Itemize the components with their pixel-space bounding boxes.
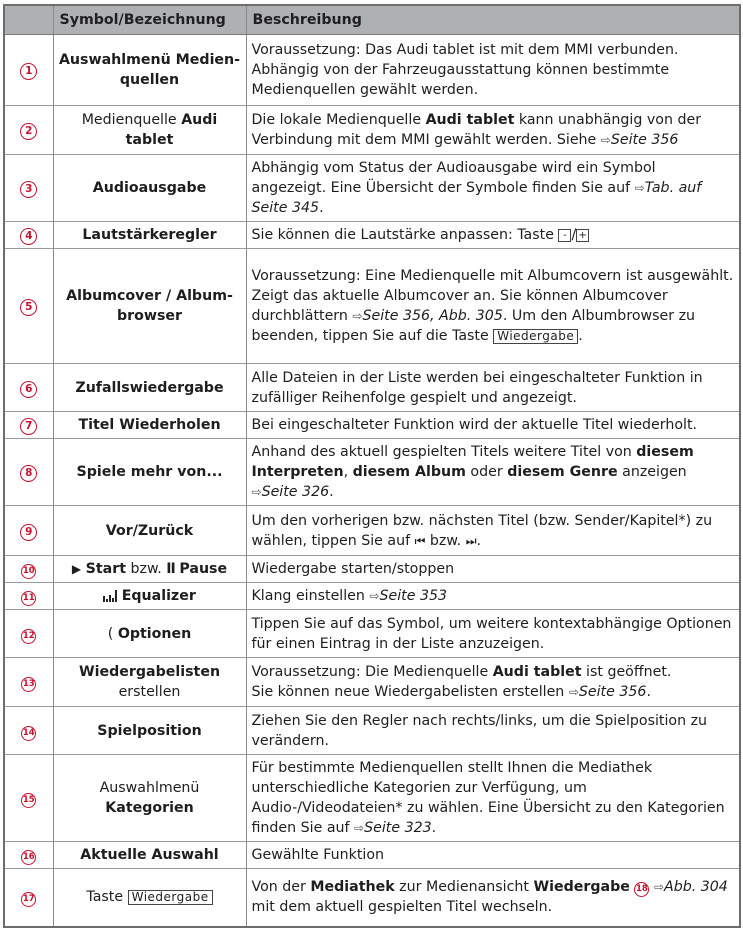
- callout-number: 6: [20, 381, 37, 398]
- header-symbol: Symbol/Bezeichnung: [53, 5, 246, 35]
- description-bold: Wiedergabe: [533, 879, 630, 896]
- table-row: [4, 556, 740, 583]
- table-row: [4, 249, 740, 364]
- table-row: [4, 412, 740, 439]
- symbol-label: Zufallswiedergabe: [75, 379, 224, 396]
- callout-number: 7: [20, 418, 37, 435]
- description-bold: Audi tablet: [425, 112, 515, 128]
- description-bold: diesem Album: [352, 464, 466, 480]
- description-text: .: [476, 532, 482, 549]
- page-reference-link[interactable]: Seite 356: [578, 684, 647, 700]
- callout-number: 5: [20, 299, 37, 316]
- description-text: anzeigen: [617, 464, 687, 480]
- callout-number: 17: [21, 892, 36, 907]
- description-text: Anhand des aktuell gespielten Titels weitere Titel von: [251, 444, 637, 460]
- table-header-row: [4, 5, 740, 35]
- table-row: [4, 869, 740, 927]
- symbol-label: Aktuelle Auswahl: [80, 847, 219, 863]
- previous-track-icon: ⏮: [414, 533, 426, 548]
- callout-number: 1: [20, 63, 37, 80]
- description-text: Die lokale Medienquelle: [251, 112, 426, 128]
- page-reference-link[interactable]: Seite 356: [610, 132, 679, 148]
- reference-arrow-icon: ⇨: [600, 133, 611, 147]
- callout-number: 13: [21, 677, 36, 692]
- description-text: Zeigt das aktuelle Albumcover an. Sie können Albumcover durchblättern: [251, 288, 668, 324]
- symbol-label-bold: Equalizer: [121, 588, 196, 604]
- symbol-label: Spiele mehr von...: [76, 464, 223, 480]
- figure-reference-link[interactable]: Abb. 304: [664, 879, 728, 896]
- description-bold: diesem Interpreten: [251, 444, 694, 480]
- table-row: [4, 35, 740, 106]
- description-text: . Um den Albumbrowser zu beenden, tippen Sie auf die Taste: [251, 308, 696, 344]
- equalizer-icon: [103, 590, 117, 602]
- play-icon: ▶: [71, 562, 82, 576]
- page-reference-link[interactable]: Seite 323: [364, 820, 432, 836]
- callout-number: 3: [20, 181, 37, 198]
- description-text: Für bestimmte Medienquellen stellt Ihnen die Mediathek unterschiedliche Kategorien zur Verfügung, um Audio-/Videodateien* zu wählen. Eine Übersicht zu den Kategorien finden Sie auf: [251, 760, 725, 836]
- callout-number: 12: [21, 629, 36, 644]
- description-text: oder: [465, 464, 508, 480]
- next-track-icon: ⏭: [465, 533, 477, 548]
- separator: /: [571, 227, 577, 243]
- symbol-label: Albumcover / Album-browser: [66, 288, 233, 324]
- description-text: .: [329, 484, 334, 500]
- header-number: [4, 5, 53, 35]
- table-row: [4, 439, 740, 506]
- options-icon: (: [107, 625, 114, 642]
- description-text: Sie können neue Wiedergabelisten erstellen: [251, 684, 569, 700]
- table-row: [4, 707, 740, 755]
- description-text: Wiedergabe starten/stoppen: [251, 561, 455, 577]
- description-text: Voraussetzung: Das Audi tablet ist mit dem MMI verbunden.: [251, 42, 679, 58]
- symbol-label: Spielposition: [97, 722, 202, 739]
- symbol-label: bzw.: [125, 561, 167, 577]
- description-text: Sie können die Lautstärke anpassen: Taste: [251, 227, 559, 243]
- callout-number: 18: [634, 882, 649, 897]
- page-reference-link[interactable]: Seite 356, Abb. 305: [362, 308, 503, 324]
- symbol-label-bold: Start: [85, 561, 126, 577]
- table-row: [4, 583, 740, 610]
- table-row: [4, 106, 740, 155]
- description-text: ,: [343, 464, 353, 480]
- callout-number: 4: [20, 228, 37, 245]
- description-text: bzw.: [425, 532, 466, 549]
- description-text: Um den vorherigen bzw. nächsten Titel (bzw. Sender/Kapitel*) zu wählen, tippen Sie auf: [251, 512, 713, 549]
- table-row: [4, 755, 740, 842]
- page-reference-link[interactable]: Seite 326: [261, 484, 330, 500]
- description-text: .: [319, 200, 324, 216]
- description-text: Abhängig vom Status der Audioausgabe wird ein Symbol angezeigt. Eine Übersicht der Symbole finden Sie auf: [251, 160, 656, 196]
- table-row: [4, 222, 740, 249]
- reference-arrow-icon: ⇨: [634, 181, 645, 195]
- symbol-label-bold: Pause: [179, 561, 228, 577]
- reference-arrow-icon: ⇨: [568, 685, 579, 699]
- symbol-label: Titel Wiederholen: [78, 417, 221, 433]
- description-text: .: [578, 328, 583, 344]
- description-text: ist geöffnet.: [581, 664, 672, 680]
- table-row: [4, 155, 740, 222]
- callout-number: 16: [21, 850, 36, 865]
- table-row: [4, 364, 740, 412]
- feature-table: [3, 4, 741, 928]
- wiedergabe-key-label: Wiedergabe: [128, 890, 213, 905]
- page-reference-link[interactable]: Tab. auf Seite 345: [251, 180, 702, 216]
- header-description: Beschreibung: [246, 5, 740, 35]
- volume-plus-key-icon: +: [576, 229, 589, 242]
- description-bold: diesem Genre: [507, 464, 618, 480]
- reference-arrow-icon: ⇨: [251, 485, 262, 499]
- symbol-label: Vor/Zurück: [105, 522, 194, 539]
- callout-number: 9: [20, 524, 37, 541]
- description-text: Bei eingeschalteter Funktion wird der aktuelle Titel wiederholt.: [251, 417, 698, 433]
- description-text: Voraussetzung: Die Medienquelle: [251, 664, 493, 680]
- pause-icon: II: [166, 561, 175, 577]
- description-bold: Audi tablet: [492, 664, 582, 680]
- description-text: Tippen Sie auf das Symbol, um weitere kontextabhängige Optionen für einen Eintrag in der Liste anzuzeigen.: [251, 615, 732, 652]
- description-text: .: [646, 684, 651, 700]
- page-reference-link[interactable]: Seite 353: [379, 588, 448, 604]
- symbol-label: Auswahlmenü Medien-quellen: [58, 52, 241, 88]
- description-text: mit dem aktuell gespielten Titel wechseln.: [251, 899, 553, 916]
- callout-number: 8: [20, 465, 37, 482]
- callout-number: 10: [21, 564, 36, 579]
- description-text: Gewählte Funktion: [251, 847, 385, 863]
- wiedergabe-key-label: Wiedergabe: [493, 329, 578, 344]
- symbol-label-bold: Kategorien: [105, 800, 194, 816]
- volume-minus-key-icon: -: [558, 229, 571, 242]
- reference-arrow-icon: ⇨: [354, 821, 365, 835]
- description-bold: Mediathek: [310, 879, 395, 896]
- symbol-label: erstellen: [118, 684, 181, 700]
- description-text: kann unabhängig von der Verbindung mit dem MMI gewählt werden. Siehe: [251, 112, 702, 148]
- symbol-label-bold: Optionen: [117, 625, 192, 642]
- symbol-label: Lautstärkeregler: [82, 227, 217, 243]
- callout-number: 11: [21, 591, 36, 606]
- reference-arrow-icon: ⇨: [352, 309, 363, 323]
- symbol-label: Taste: [86, 889, 128, 906]
- description-text: Voraussetzung: Eine Medienquelle mit Albumcovern ist ausgewählt.: [251, 268, 734, 284]
- description-text: .: [431, 820, 437, 836]
- callout-number: 14: [21, 726, 36, 741]
- table-row: [4, 658, 740, 707]
- table-row: [4, 610, 740, 658]
- symbol-label-bold: Wiedergabelisten: [78, 664, 221, 680]
- reference-arrow-icon: ⇨: [369, 589, 380, 603]
- description-text: Von der: [251, 879, 311, 896]
- symbol-label: Medienquelle: [81, 112, 182, 128]
- table-row: [4, 842, 740, 869]
- callout-number: 2: [20, 123, 37, 140]
- description-text: Ziehen Sie den Regler nach rechts/links, um die Spielposition zu verändern.: [251, 712, 708, 749]
- symbol-label-bold: Audi tablet: [125, 112, 218, 148]
- reference-arrow-icon: ⇨: [653, 880, 664, 895]
- description-text: Alle Dateien in der Liste werden bei eingeschalteter Funktion in zufälliger Reihenfolge gespielt und angezeigt.: [251, 369, 703, 406]
- table-row: [4, 506, 740, 556]
- symbol-label: Auswahlmenü: [99, 780, 200, 796]
- description-text: Klang einstellen: [251, 588, 370, 604]
- symbol-label: Audioausgabe: [92, 180, 207, 196]
- callout-number: 15: [21, 793, 36, 808]
- description-text: Abhängig von der Fahrzeugausstattung können bestimmte Medienquellen gewählt werden.: [251, 62, 670, 98]
- description-text: zur Medienansicht: [394, 879, 534, 896]
